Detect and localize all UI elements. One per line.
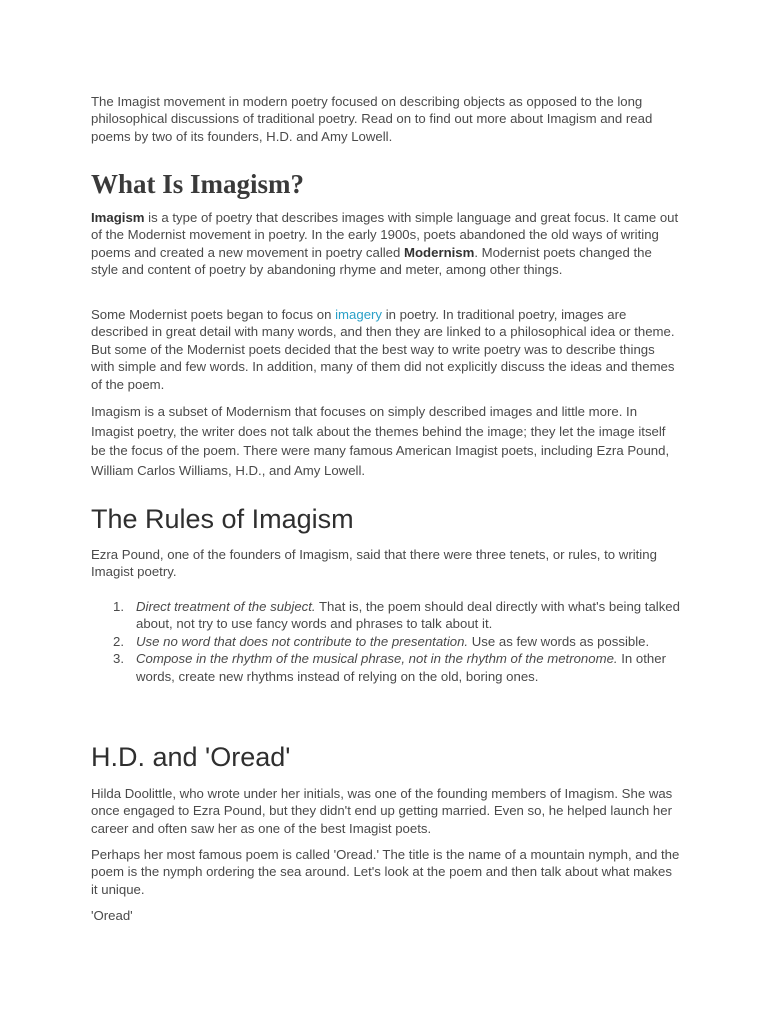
intro-paragraph <box>91 93 681 145</box>
bold-term-imagism: Imagism <box>91 210 145 225</box>
poem-title <box>91 907 681 924</box>
definition-text-1: is a type of poetry that describes images with simple language and great focus. It came out of the Modernist movement in poetry. In the early 1900s, poets abandoned the old ways of writing poems and created a new movement in poetry called <box>91 210 679 260</box>
rules-intro-text: Ezra Pound, one of the founders of Imagism, said that there were three tenets, or rules, to writing Imagist poetry. <box>91 547 657 580</box>
imagism-definition-paragraph <box>91 209 681 279</box>
rule-text: That is, the poem should deal directly with what's being talked about, not try to use fancy words and phrases to talk about it. <box>136 599 680 632</box>
rule-text: Use as few words as possible. <box>468 633 650 649</box>
oread-intro-text: Perhaps her most famous poem is called 'Oread.' The title is the name of a mountain nymph, and the poem is the nymph ordering the sea around. Let's look at the poem and then talk about what makes it unique. <box>91 847 680 897</box>
section-heading-rules-of-imagism: The Rules of Imagism <box>91 504 354 534</box>
imagery-text-2: in poetry. In traditional poetry, images are described in great detail with many words, and then they are linked to a philosophical idea or theme. But some of the Modernist poets decided that the best way to write poetry was to describe things with simple and few words. In addition, many of them did not explicitly discuss the ideas and themes of the poem. <box>91 307 675 392</box>
rules-list <box>91 598 681 685</box>
poem-title-text: 'Oread' <box>91 908 133 923</box>
rule-italic-text: Use no word that does not contribute to the presentation. <box>136 633 469 649</box>
subset-text: Imagism is a subset of Modernism that focuses on simply described images and little more. In Imagist poetry, the writer does not talk about the themes behind the image; they let the image itself be the focus of the poem. There were many famous American Imagist poets, including Ezra Pound, William Carlos Williams, H.D., and Amy Lowell. <box>91 404 670 478</box>
bold-term-modernism: Modernism <box>404 244 475 260</box>
rule-number: 3. <box>113 651 124 667</box>
rule-number: 1. <box>113 599 124 614</box>
rule-item <box>91 650 681 685</box>
rule-italic-text: Compose in the rhythm of the musical phrase, not in the rhythm of the metronome. <box>136 651 618 667</box>
rule-italic-text: Direct treatment of the subject. <box>136 599 316 614</box>
intro-text: The Imagist movement in modern poetry focused on describing objects as opposed to the long philosophical discussions of traditional poetry. Read on to find out more about Imagism and read poems by two of its founders, H.D. and Amy Lowell. <box>91 94 653 144</box>
rule-number: 2. <box>113 633 124 649</box>
section-heading-hd-oread: H.D. and 'Oread' <box>91 742 291 772</box>
imagery-text-1: Some Modernist poets began to focus on <box>91 307 336 322</box>
rule-item <box>91 598 681 633</box>
modernist-imagery-paragraph <box>91 306 681 393</box>
imagism-subset-paragraph <box>91 402 681 480</box>
hilda-doolittle-paragraph <box>91 785 681 837</box>
oread-intro-paragraph <box>91 846 681 898</box>
hd-bio-text: Hilda Doolittle, who wrote under her initials, was one of the founding members of Imagism. She was once engaged to Ezra Pound, but they didn't end up getting married. Even so, he helped launch her career and often saw her as one of the best Imagist poets. <box>91 786 673 836</box>
rule-item <box>91 633 681 650</box>
section-heading-what-is-imagism: What Is Imagism? <box>91 169 305 199</box>
rule-text: In other words, create new rhythms instead of relying on the old, boring ones. <box>136 651 666 684</box>
imagery-link[interactable]: imagery <box>335 307 383 322</box>
rules-intro-paragraph <box>91 546 681 581</box>
definition-text-2: . Modernist poets changed the style and content of poetry by abandoning rhyme and meter, among other things. <box>91 244 652 278</box>
